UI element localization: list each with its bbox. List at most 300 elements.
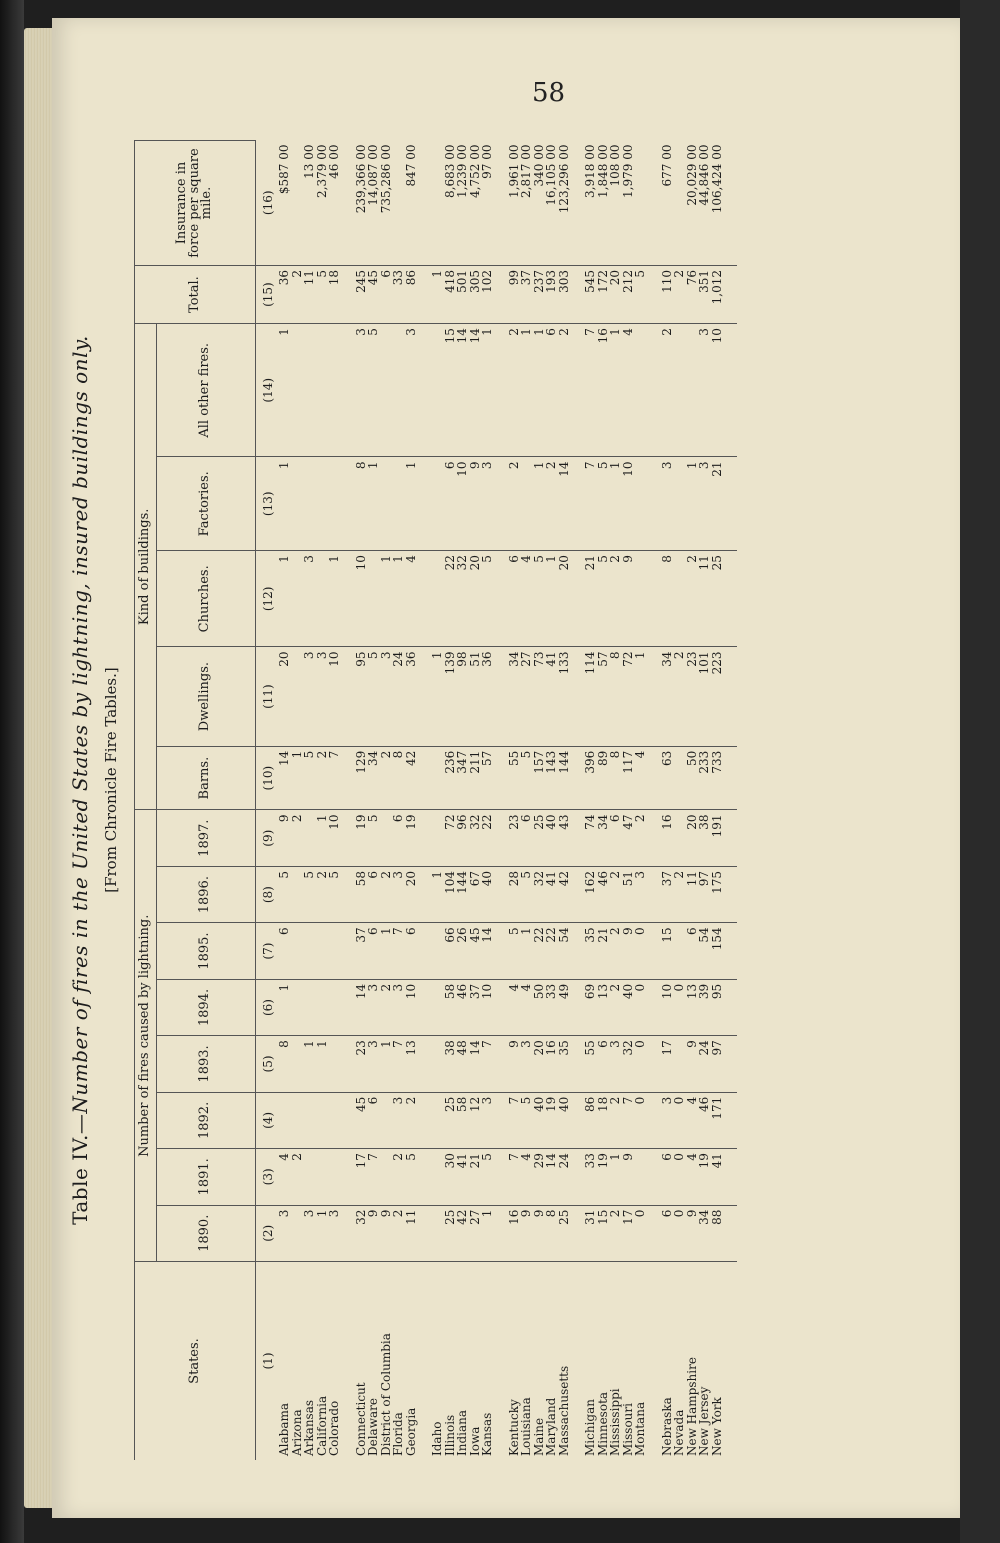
table-cell: 6 [405,923,432,979]
table-cell: 104 [444,866,457,922]
state-name: Delaware [366,1398,380,1456]
table-row [405,141,432,1461]
table-cell: 418 [444,266,457,324]
table-cell: 42 [405,746,432,810]
state-name: New York [709,1397,724,1456]
table-cell: 47 [622,810,635,866]
table-cell: 7 [584,457,597,551]
table-cell: 6 [444,457,457,551]
table-cell: 1 [520,923,533,979]
table-cell: 340 00 [533,141,546,266]
table-cell: 20 [278,647,291,746]
table-cell: 2 [609,923,622,979]
table-cell: 237 [533,266,546,324]
table-cell: 23 [686,647,699,746]
table-cell: 143 [545,746,558,810]
table-cell: 1 [278,324,291,457]
table-cell: 5 [481,551,508,647]
table-cell: 1 [328,551,355,647]
column-number: (11) [255,647,278,746]
table-cell: 9 [622,551,635,647]
table-cell: 2 [609,1092,622,1148]
table-cell: 86 [584,1092,597,1148]
header-kind: Kind of buildings. [135,324,157,810]
table-cell: 63 [661,746,674,810]
table-cell [686,324,699,457]
table-cell: 172 [597,266,610,324]
table-row [686,141,699,1461]
table-cell: 347 [456,746,469,810]
table-row [303,141,316,1461]
header-kind-item: Dwellings. [156,647,255,746]
table-cell: 3 [520,1036,533,1092]
table-cell: 1 [316,1036,329,1092]
table-cell: 6 [367,866,380,922]
table-cell: 40 [533,1092,546,1148]
table-cell: 6 [545,324,558,457]
table-cell [392,141,405,266]
column-number: (1) [260,1352,275,1370]
table-cell [328,1149,355,1205]
table-cell: 20 [558,551,585,647]
header-year: 1891. [156,1149,255,1205]
table-cell [673,551,686,647]
table-cell [634,551,661,647]
table-cell: 117 [622,746,635,810]
state-name: Michigan [583,1399,597,1456]
table-cell: 17 [355,1149,368,1205]
table-cell: 6 [508,551,521,647]
table-cell: 108 00 [609,141,622,266]
table-cell [303,979,316,1035]
table-cell: 98 [456,647,469,746]
table-cell: 20 [686,810,699,866]
table-cell: 2 [380,866,393,922]
table-cell: 44,846 00 [698,141,711,266]
table-cell: 144 [558,746,585,810]
table-row [661,141,674,1461]
table-cell: 5 [367,810,380,866]
table-cell: 2 [545,457,558,551]
table-cell: 20 [609,266,622,324]
table-cell: 3 [278,1205,291,1261]
table-cell: 25 [533,810,546,866]
table-cell: 2 [508,324,521,457]
table-cell: 46 [456,979,469,1035]
rotated-table-block [60,80,860,1480]
table-cell: 50 [686,746,699,810]
table-cell: 34 [698,1205,711,1261]
table-cell: 13 [686,979,699,1035]
table-cell: 239,366 00 [355,141,368,266]
table-cell [634,324,661,457]
table-cell: 9 [686,1036,699,1092]
table-cell: 5 [597,457,610,551]
table-cell: 1 [380,1036,393,1092]
table-cell: 6 [278,923,291,979]
table-cell [673,746,686,810]
table-cell: 97 [711,1036,738,1092]
table-row [622,141,635,1461]
table-cell: 12 [469,1092,482,1148]
state-name: Montana [633,1401,647,1456]
table-cell: 22 [444,551,457,647]
table-cell: 5 [520,746,533,810]
table-cell: 396 [584,746,597,810]
table-cell [303,1149,316,1205]
header-year: 1894. [156,979,255,1035]
table-cell: 16 [545,1036,558,1092]
table-row [316,141,329,1461]
table-cell: 2 [316,746,329,810]
state-name: New Jersey [697,1386,711,1456]
table-cell: 66 [444,923,457,979]
table-cell: 15 [661,923,674,979]
table-cell: 20 [405,866,432,922]
table-cell: 1 [278,979,291,1035]
header-insurance: Insurance in force per square mile. [135,141,256,266]
table-cell: 6 [520,810,533,866]
state-name: Illinois [442,1414,457,1456]
table-cell: 35 [584,923,597,979]
table-cell: 1 [481,324,508,457]
table-cell: 3 [303,1205,316,1261]
table-cell [291,324,304,457]
header-year: 1895. [156,923,255,979]
header-year: 1890. [156,1205,255,1261]
table-cell: 19 [597,1149,610,1205]
table-cell: 1 [278,551,291,647]
table-cell: 16 [661,810,674,866]
table-cell: 32 [456,551,469,647]
table-subtitle: [From Chronicle Fire Tables.] [102,667,120,893]
table-cell: 139 [444,647,457,746]
table-cell: 32 [469,810,482,866]
table-cell [303,457,316,551]
state-name: Alabama [277,1402,291,1456]
column-number: (9) [255,810,278,866]
table-cell: 11 [686,866,699,922]
table-cell: 236 [444,746,457,810]
table-cell: 1 [405,457,432,551]
header-kind-item: Churches. [156,551,255,647]
table-cell: 42 [558,866,585,922]
table-cell: 25 [711,551,738,647]
table-cell: 9 [520,1205,533,1261]
table-cell: 5 [367,324,380,457]
table-cell: 133 [558,647,585,746]
table-cell: 1 [609,457,622,551]
table-cell: 1 [609,1149,622,1205]
table-cell: 37 [355,923,368,979]
table-cell: 1 [431,866,444,922]
table-cell [673,923,686,979]
table-cell: 40 [545,810,558,866]
table-cell: 25 [444,1092,457,1148]
state-name: Connecticut [353,1382,368,1456]
header-year: 1892. [156,1092,255,1148]
table-cell: 10 [711,324,738,457]
book-binding [0,0,24,1543]
table-cell [316,923,329,979]
table-cell: 2 [673,647,686,746]
table-cell: 0 [673,1092,686,1148]
table-row [520,141,533,1461]
table-cell: 2 [661,324,674,457]
table-cell: 99 [508,266,521,324]
table-cell: 16 [508,1205,521,1261]
table-cell: 6 [597,1036,610,1092]
table-cell: 8,683 00 [444,141,457,266]
table-cell: 4 [520,979,533,1035]
table-cell: 212 [622,266,635,324]
table-row [380,141,393,1461]
table-cell: 21 [584,551,597,647]
state-name: Nebraska [659,1397,674,1456]
table-cell: 88 [711,1205,738,1261]
table-cell: 7 [622,1092,635,1148]
table-cell: 847 00 [405,141,432,266]
table-cell: 2,817 00 [520,141,533,266]
table-cell: 10 [328,810,355,866]
table-cell: 2,379 00 [316,141,329,266]
table-row [328,141,355,1461]
table-cell: 10 [661,979,674,1035]
table-cell: 33 [392,266,405,324]
column-number: (5) [255,1036,278,1092]
table-cell: 102 [481,266,508,324]
table-cell: 9 [367,1205,380,1261]
table-cell: 23 [355,1036,368,1092]
table-cell: 303 [558,266,585,324]
table-cell: 33 [545,979,558,1035]
state-name: California [314,1395,329,1456]
table-cell: 14 [545,1149,558,1205]
table-cell [291,647,304,746]
table-cell [291,1092,304,1148]
table-cell [634,1149,661,1205]
table-cell: 22 [533,923,546,979]
table-cell: 2 [686,551,699,647]
table-cell: 4 [686,1149,699,1205]
column-number: (2) [255,1205,278,1261]
table-cell: 8 [609,647,622,746]
state-name: Arkansas [302,1399,316,1456]
table-cell: 32 [622,1036,635,1092]
table-cell: 193 [545,266,558,324]
table-cell: 6 [661,1205,674,1261]
state-name: Minnesota [595,1391,610,1456]
table-cell: 0 [673,1205,686,1261]
column-number: (8) [255,866,278,922]
table-cell: 5 [508,923,521,979]
table-cell [328,457,355,551]
table-cell: 3 [609,1036,622,1092]
table-cell: 1 [380,551,393,647]
table-cell: 4 [520,1149,533,1205]
table-row [711,141,738,1461]
table-cell: 1 [431,647,444,746]
table-cell: 1 [609,324,622,457]
table-cell: 16,105 00 [545,141,558,266]
table-cell: 74 [584,810,597,866]
table-cell: 14 [355,979,368,1035]
header-kind-item: All other fires. [156,324,255,457]
table-cell: 14 [558,457,585,551]
table-cell: 72 [622,647,635,746]
table-row [367,141,380,1461]
table-cell: 8 [355,457,368,551]
table-cell: 7 [392,1036,405,1092]
table-cell: 45 [469,923,482,979]
table-cell: 21 [711,457,738,551]
table-cell [303,810,316,866]
table-cell: 110 [661,266,674,324]
header-year: 1893. [156,1036,255,1092]
state-name: Maryland [544,1397,558,1456]
table-row [278,141,291,1461]
table-cell: 9 [380,1205,393,1261]
table-cell: 86 [405,266,432,324]
table-cell: 15 [444,324,457,457]
table-cell: 10 [328,647,355,746]
table-cell: 114 [584,647,597,746]
table-cell: 5 [367,647,380,746]
table-cell: 30 [444,1149,457,1205]
table-cell [291,923,304,979]
table-cell: 3 [367,1036,380,1092]
table-cell: 2 [392,1205,405,1261]
state-name: New Hampshire [684,1357,699,1456]
table-row [533,141,546,1461]
table-cell: 1 [481,1205,508,1261]
table-cell: 5 [597,551,610,647]
table-cell: 154 [711,923,738,979]
table-cell: 5 [316,266,329,324]
table-cell: 1 [392,551,405,647]
header-kind-item: Factories. [156,457,255,551]
table-row [584,141,597,1461]
table-cell: 31 [584,1205,597,1261]
state-name: Mississippi [608,1388,622,1456]
table-cell: 34 [367,746,380,810]
column-number: (4) [255,1092,278,1148]
table-row [558,141,585,1461]
table-cell: 46 [698,1092,711,1148]
table-cell: 1 [634,647,661,746]
table-cell: 175 [711,866,738,922]
table-cell: 2 [673,266,686,324]
table-cell: 123,296 00 [558,141,585,266]
state-name: Georgia [403,1407,418,1456]
table-cell: 72 [444,810,457,866]
table-cell: 10 [405,979,432,1035]
table-title: —Number of fires in the United States by lightning, insured buildings only. [68,335,92,1135]
table-cell [431,141,444,266]
table-cell: 1 [316,810,329,866]
table-cell: 162 [584,866,597,922]
header-fires: Number of fires caused by lightning. [135,810,157,1262]
table-cell: 2 [609,979,622,1035]
table-cell: 3 [367,979,380,1035]
table-cell: 10 [622,457,635,551]
table-cell [634,457,661,551]
table-cell: 96 [456,810,469,866]
table-cell: 51 [469,647,482,746]
table-cell: 49 [558,979,585,1035]
state-name: Arizona [289,1409,304,1456]
table-cell: 2 [508,457,521,551]
table-cell: 4 [405,551,432,647]
table-cell: 0 [634,923,661,979]
table-cell: 1,979 00 [622,141,635,266]
table-cell: 13 [405,1036,432,1092]
table-cell: 4 [622,324,635,457]
table-cell: 27 [520,647,533,746]
table-cell [634,141,661,266]
table-cell: 501 [456,266,469,324]
table-cell: 9 [622,1149,635,1205]
table-cell [673,810,686,866]
table-cell: 4 [278,1149,291,1205]
table-cell [316,551,329,647]
table-cell: 0 [634,1092,661,1148]
table-cell: 37 [469,979,482,1035]
table-cell [431,979,444,1035]
table-row [545,141,558,1461]
table-row [291,141,304,1461]
state-name: Kentucky [506,1399,521,1456]
table-cell: 7 [328,746,355,810]
table-cell: 10 [456,457,469,551]
table-cell: 8 [278,1036,291,1092]
state-name: Iowa [467,1426,482,1456]
table-cell: 733 [711,746,738,810]
state-name: Florida [391,1412,405,1456]
table-cell: 5 [520,866,533,922]
table-cell: 17 [661,1036,674,1092]
table-cell: 7 [481,1036,508,1092]
table-cell: 1 [291,746,304,810]
table-cell: 14 [469,324,482,457]
table-cell: 3 [380,647,393,746]
table-cell: 23 [508,810,521,866]
table-cell: 3 [392,979,405,1035]
table-cell [431,1092,444,1148]
table-cell: 5 [303,746,316,810]
table-cell: 13 [597,979,610,1035]
table-cell: 20,029 00 [686,141,699,266]
table-cell: 10 [355,551,368,647]
table-cell: 51 [622,866,635,922]
table-cell: 4 [634,746,661,810]
table-cell: 9 [622,923,635,979]
table-cell: 58 [444,979,457,1035]
table-cell [431,457,444,551]
table-cell: 32 [533,866,546,922]
table-cell: 1 [520,324,533,457]
table-cell: 8 [661,551,674,647]
state-name: Maine [531,1417,546,1456]
table-cell [316,1092,329,1148]
table-cell: 7 [508,1149,521,1205]
table-cell: 3 [316,647,329,746]
table-cell: 1 [431,266,444,324]
table-cell: 40 [558,1092,585,1148]
table-cell: 8 [392,746,405,810]
table-cell: 25 [558,1205,585,1261]
table-cell: 2 [291,266,304,324]
